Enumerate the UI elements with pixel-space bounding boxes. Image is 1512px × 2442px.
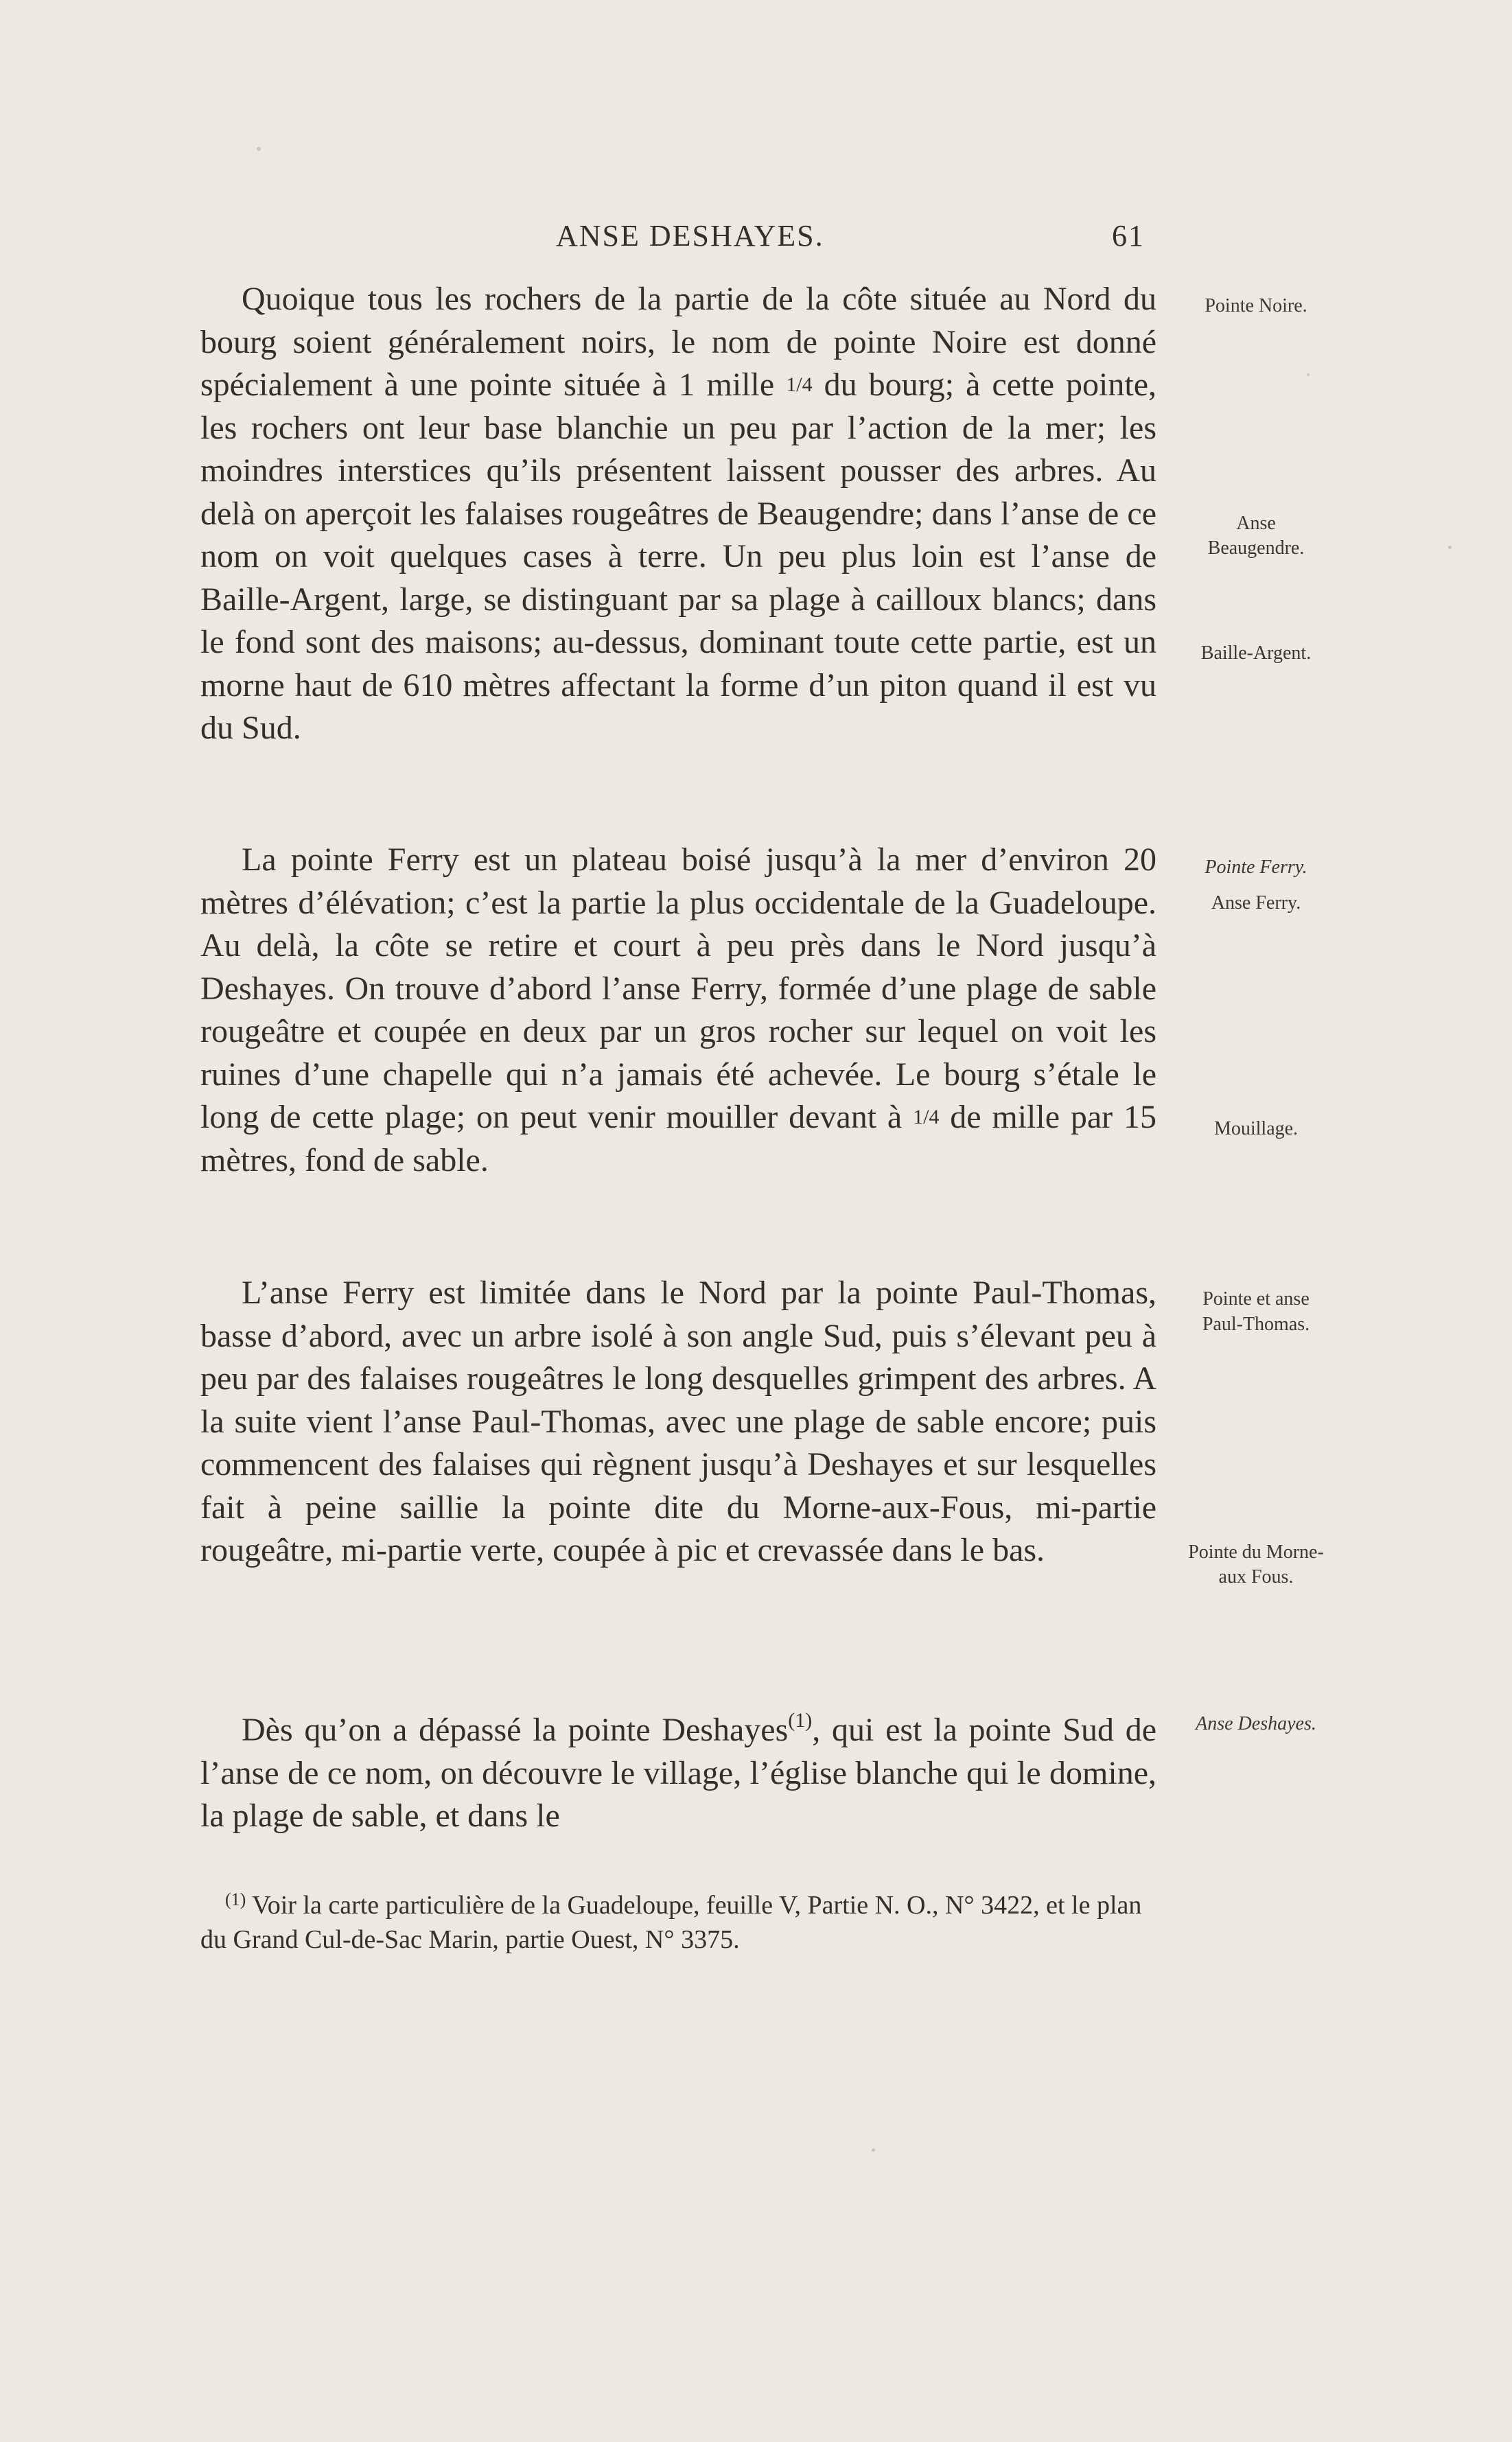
paragraph-text: de mille par 15 mètres, fond de sable. bbox=[200, 1099, 1157, 1178]
margin-note-anse-deshayes: Anse Deshayes. bbox=[1196, 1713, 1316, 1734]
paragraph-text: , qui est la pointe Sud de l’anse de ce nom, on découvre le village, l’église blanche qui le domine, la plage de sable, et dans le bbox=[200, 1712, 1156, 1834]
footnote-mark: (1) bbox=[225, 1889, 246, 1909]
paper-speck bbox=[872, 2148, 875, 2152]
margin-note-baille-argent: Baille-Argent. bbox=[1200, 642, 1312, 664]
paragraph-text: du bourg; à cette pointe, les rochers ont leur base blanchie un peu par l’action de la mer; les moindres interstices qu’ils présentent laissent pousser des arbres. Au delà on aperçoit les falaises rougeâtres de Beaugendre; dans l’anse de ce nom on voit quelques cases à terre. Un peu plus loin est l’anse de Baille-Argent, large, se distinguant par sa plage à cailloux blancs; dans le fond sont des maisons; au-dessus, dominant toute cette partie, est un morne haut de 610 mètres affectant la forme d’un piton quand il est vu du Sud. bbox=[200, 367, 1157, 746]
paragraph-paul-thomas: L’anse Ferry est limitée dans le Nord par la pointe Paul-Thomas, basse d’abord, avec un arbre isolé à son angle Sud, puis s’élevant peu à peu par des falaises rougeâtres le long desquelles grimpent des arbres. A la suite vient l’anse Paul-Thomas, avec une plage de sable encore; puis commencent des falaises qui règnent jusqu’à Deshayes et sur lesquelles fait à peine saillie la pointe dite du Morne-aux-Fous, mi-partie rougeâtre, mi-partie verte, coupée à pic et crevassée dans le bas. bbox=[200, 1275, 1156, 1568]
margin-note-pointe-noire: Pointe Noire. bbox=[1205, 295, 1307, 316]
paragraph-text: La pointe Ferry est un plateau boisé jusqu’à la mer d’environ 20 mètres d’élévation; c’est la partie la plus occidentale de la Guadeloupe. Au delà, la côte se retire et court à peu près dans le Nord jusqu’à Deshayes. On trouve d’abord l’anse Ferry, formée d’une plage de sable rougeâtre et coupée en deux par un gros rocher sur lequel on voit les ruines d’une chapelle qui n’a jamais été achevée. Le bourg s’étale le long de cette plage; on peut venir mouiller devant à bbox=[200, 841, 1156, 1135]
running-title: ANSE DESHAYES. bbox=[556, 219, 824, 253]
margin-note-aux-fous: aux Fous. bbox=[1218, 1566, 1294, 1588]
footnote-text: Voir la carte particulière de la Guadeloupe, feuille V, Partie N. O., N° 3422, et le plan du Grand Cul-de-Sac Marin, partie Ouest, N° 3375. bbox=[200, 1891, 1142, 1954]
paragraph-anse-deshayes bbox=[200, 1699, 1156, 1838]
paragraph-text: Dès qu’on a dépassé la pointe Deshayes bbox=[242, 1712, 789, 1748]
footnote bbox=[200, 1883, 1156, 1957]
running-head bbox=[199, 218, 1153, 259]
paper-speck bbox=[1448, 546, 1452, 549]
paper-speck bbox=[1307, 373, 1310, 376]
margin-note-anse-ferry: Anse Ferry. bbox=[1211, 892, 1301, 914]
margin-note-pointe-ferry: Pointe Ferry. bbox=[1205, 857, 1307, 878]
page-number: 61 bbox=[1112, 219, 1145, 253]
margin-note-pointe-du-morne: Pointe du Morne- bbox=[1188, 1542, 1324, 1563]
paragraph-text: Quoique tous les rochers de la partie de la côte située au Nord du bourg soient généralement noirs, le nom de pointe Noire est donné spécialement à une pointe située à 1 mille bbox=[200, 281, 1156, 403]
fraction: 1/4 bbox=[913, 1106, 940, 1128]
margin-note-beaugendre: Beaugendre. bbox=[1207, 537, 1305, 559]
margin-note-anse: Anse bbox=[1236, 513, 1276, 534]
margin-note-paul-thomas: Paul-Thomas. bbox=[1202, 1314, 1310, 1335]
paragraph-pointe-noire bbox=[200, 278, 1156, 750]
fraction: 1/4 bbox=[786, 373, 813, 396]
margin-note-pointe-et-anse: Pointe et anse bbox=[1202, 1288, 1310, 1310]
paragraph-pointe-ferry bbox=[200, 839, 1156, 1182]
paper-speck bbox=[257, 147, 261, 151]
footnote-reference: (1) bbox=[788, 1709, 813, 1732]
margin-note-mouillage: Mouillage. bbox=[1213, 1118, 1299, 1139]
